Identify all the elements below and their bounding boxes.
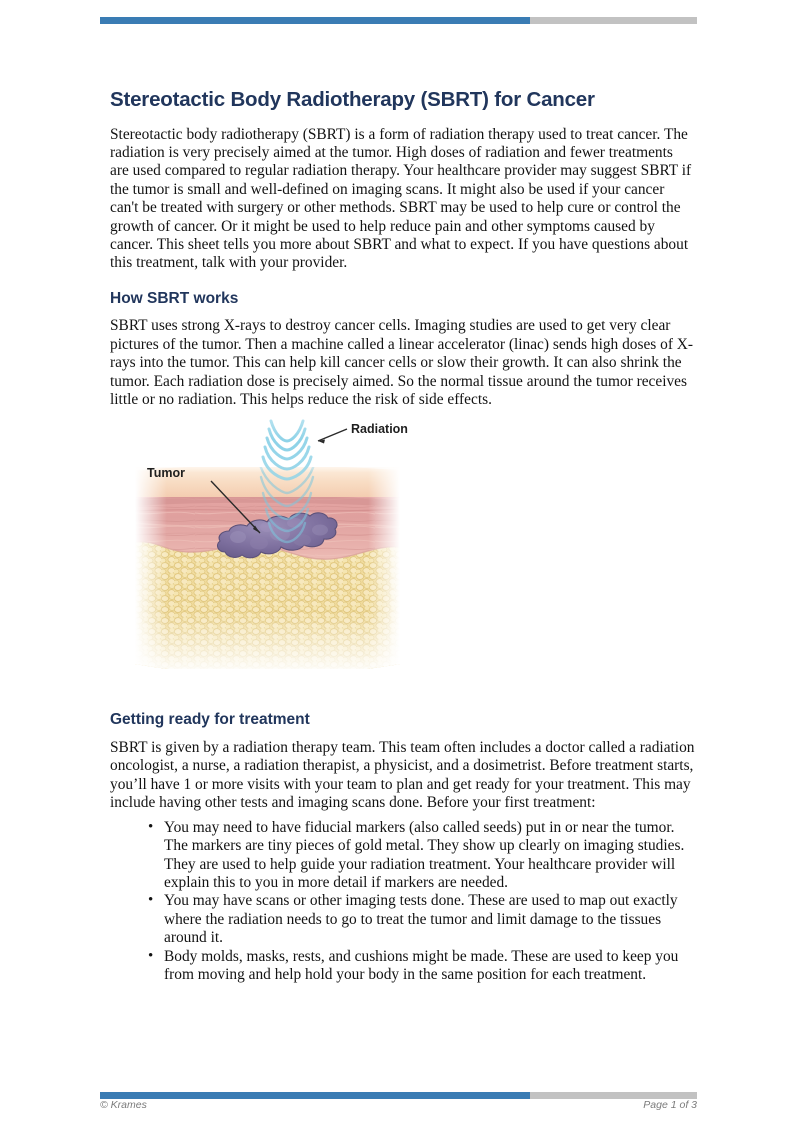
document-content	[110, 88, 695, 984]
label-radiation-group	[318, 422, 408, 444]
tumor-label: Tumor	[147, 466, 185, 481]
copyright-text: © Krames	[100, 1099, 147, 1111]
page-title: Stereotactic Body Radiotherapy (SBRT) for Cancer	[110, 88, 595, 111]
footer-rule-gray-segment	[530, 1092, 697, 1099]
tissue-block	[135, 459, 400, 674]
section-heading-getting-ready: Getting ready for treatment	[110, 711, 310, 729]
radiation-label: Radiation	[351, 422, 408, 437]
header-rule-blue-segment	[100, 17, 530, 24]
page-number-text: Page 1 of 3	[643, 1099, 697, 1111]
list-item: • Body molds, masks, rests, and cushions might be made. These are used to keep you from moving and help hold your body in the same position for each treatment.	[148, 948, 695, 985]
header-rule	[100, 17, 697, 24]
footer-rule	[100, 1092, 697, 1099]
preparation-bullet-list	[110, 819, 695, 985]
header-rule-gray-segment	[530, 17, 697, 24]
footer-rule-blue-segment	[100, 1092, 530, 1099]
page-footer	[100, 1099, 697, 1111]
list-item: • You may have scans or other imaging tests done. These are used to map out exactly where the radiation needs to go to treat the tumor and limit damage to the tissues around it.	[148, 892, 695, 947]
list-item: • You may need to have fiducial markers (also called seeds) put in or near the tumor. The markers are tiny pieces of gold metal. They show up clearly on imaging studies. They are used to help guide your radiation treatment. Your healthcare provider will explain this to you in more detail if markers are needed.	[148, 819, 695, 893]
section-paragraph-getting-ready: SBRT is given by a radiation therapy team. This team often includes a doctor called a radiation oncologist, a nurse, a radiation therapist, a physicist, and a dosimetrist. Before treatment starts, you’ll have 1 or more visits with your team to plan and get ready for your treatment. This may include having other tests and imaging scans done. Before your first treatment:	[110, 739, 695, 812]
intro-paragraph: Stereotactic body radiotherapy (SBRT) is a form of radiation therapy used to treat cancer. The radiation is very precisely aimed at the tumor. High doses of radiation and fewer treatments are used compared to regular radiation therapy. Your healthcare provider may suggest SBRT if the tumor is small and well-defined on imaging scans. It might also be used if your cancer can't be treated with surgery or other methods. SBRT may be used to help cure or control the growth of cancer. Or it might be used to help reduce pain and other symptoms caused by cancer. This sheet tells you more about SBRT and what to expect. If you have questions about this treatment, talk with your provider.	[110, 125, 692, 272]
section-heading-how-sbrt-works: How SBRT works	[110, 289, 239, 307]
section-paragraph-how-sbrt-works: SBRT uses strong X-rays to destroy cancer cells. Imaging studies are used to get very clear pictures of the tumor. Then a machine called a linear accelerator (linac) sends high doses of X-rays into the tumor. This can help kill cancer cells or slow their growth. It can also shrink the tumor. Each radiation dose is precisely aimed. So the normal tissue around the tumor receives little or no radiation. This helps reduce the risk of side effects.	[110, 317, 694, 409]
skin-cross-section-illustration	[135, 419, 435, 694]
